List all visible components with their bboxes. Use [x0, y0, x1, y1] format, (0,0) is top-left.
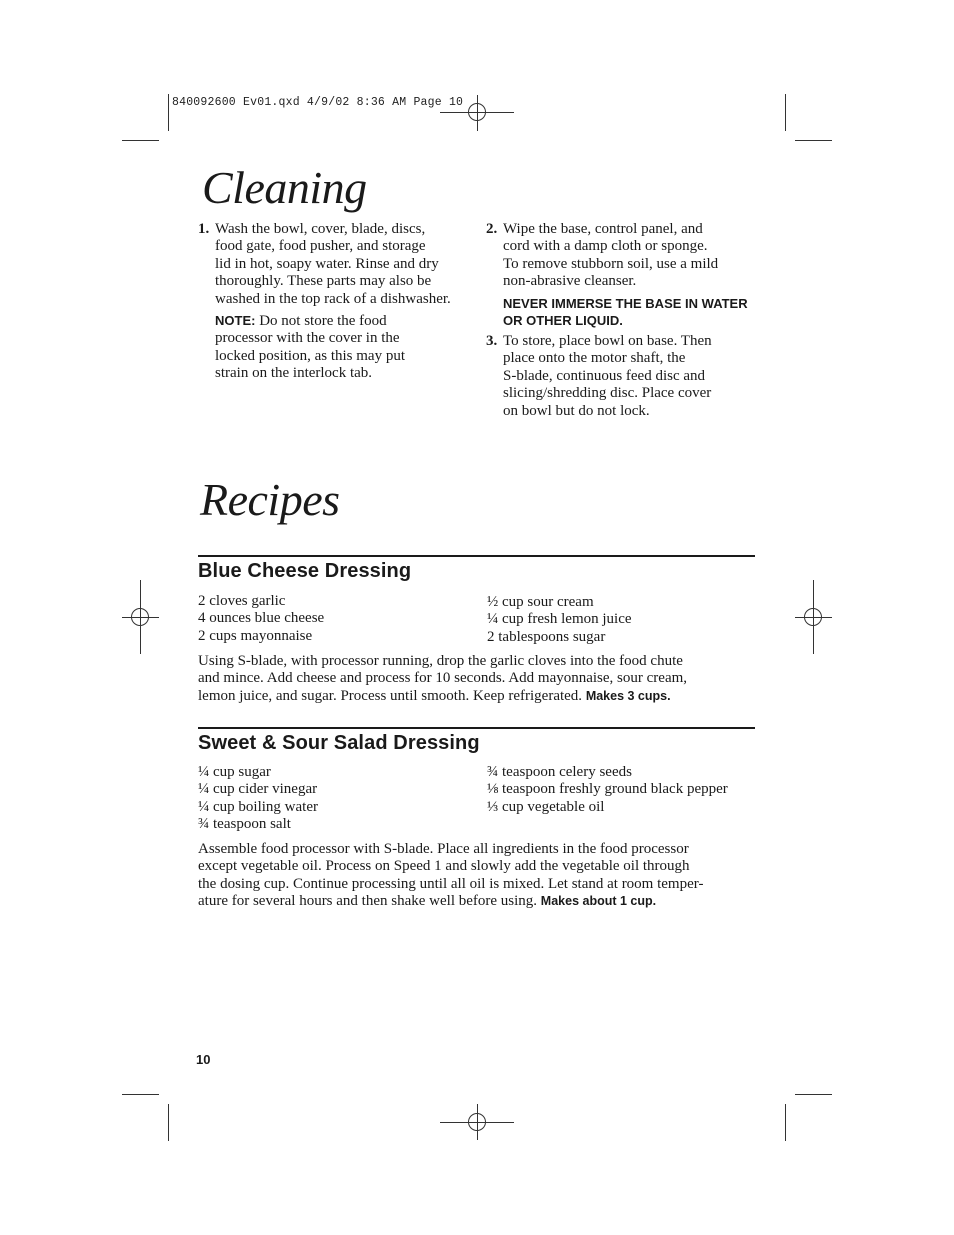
step-number: 3. — [486, 333, 498, 349]
yield-sweet-sour: Makes about 1 cup. — [540, 894, 657, 909]
recipe-title-blue-cheese: Blue Cheese Dressing — [198, 560, 412, 582]
ingredient: 2 cloves garlic — [198, 593, 286, 609]
ingredients-right-blue-cheese — [487, 594, 767, 646]
section-divider — [198, 555, 755, 557]
cleaning-step-1: 1. Wash the bowl, cover, blade, discs, food gate, food pusher, and storage lid in hot, soapy water. Rinse and dry thoroughly. These parts may also be washed in the top rack of a dishwasher. NOTE: Do not store the food processor with the cover in the locked position, as this may put strain on the interlock tab. — [198, 221, 483, 383]
ingredient: ⅛ teaspoon freshly ground black pepper — [487, 781, 728, 798]
ingredient: ⅓ cup vegetable oil — [487, 798, 605, 815]
note-label: NOTE: — [215, 313, 256, 329]
ingredients-left-sweet-sour — [198, 764, 478, 834]
recipe-title-sweet-sour: Sweet & Sour Salad Dressing — [198, 732, 480, 754]
page-number: 10 — [196, 1052, 211, 1067]
step-number: 2. — [486, 221, 498, 237]
ingredient: ¼ cup fresh lemon juice — [487, 611, 632, 628]
ingredient: ¾ teaspoon celery seeds — [487, 764, 632, 780]
yield-blue-cheese: Makes 3 cups. — [585, 688, 671, 703]
cleaning-step-2: 2. Wipe the base, control panel, and cord with a damp cloth or sponge. To remove stubborn soil, use a mild non-abrasive cleanser. NEVER IMMERSE THE BASE IN WATER OR OTHER LIQUID. — [486, 221, 766, 329]
recipes-heading: Recipes — [200, 474, 340, 525]
ingredients-right-sweet-sour — [487, 764, 777, 816]
cleaning-step-3: 3. To store, place bowl on base. Then place onto the motor shaft, the S-blade, continuous feed disc and slicing/shredding disc. Place cover on bowl but do not lock. — [486, 333, 712, 419]
warning-text: OR OTHER LIQUID. — [503, 312, 623, 328]
warning-text: NEVER IMMERSE THE BASE IN WATER — [503, 295, 748, 311]
slug-line: 840092600 Ev01.qxd 4/9/02 8:36 AM Page 10 — [172, 96, 464, 109]
directions-blue-cheese: Using S-blade, with processor running, drop the garlic cloves into the food chute and mince. Add cheese and process for 10 seconds. Add mayonnaise, sour cream, lemon juice, and sugar. Process until smooth. Keep refrigerated. Makes 3 cups. — [198, 653, 688, 704]
cleaning-note: NOTE: Do not store the food — [215, 313, 387, 330]
ingredient: ¼ cup sugar — [198, 764, 271, 780]
directions-sweet-sour: Assemble food processor with S-blade. Place all ingredients in the food processor except vegetable oil. Process on Speed 1 and slowly add the vegetable oil through the dosing cup. Continue processing until all oil is mixed. Let stand at room temper- ature for several hours and then shake well before using. Makes about 1 cup. — [198, 841, 704, 910]
ingredient: 4 ounces blue cheese — [198, 610, 325, 627]
ingredient: ¾ teaspoon salt — [198, 816, 291, 833]
ingredient: ½ cup sour cream — [487, 594, 594, 610]
section-divider — [198, 727, 755, 729]
ingredients-left-blue-cheese — [198, 593, 478, 645]
ingredient: ¼ cup boiling water — [198, 798, 318, 815]
ingredient: 2 cups mayonnaise — [198, 627, 313, 644]
ingredient: 2 tablespoons sugar — [487, 628, 606, 645]
cleaning-heading: Cleaning — [202, 162, 367, 213]
step-number: 1. — [198, 221, 210, 237]
ingredient: ¼ cup cider vinegar — [198, 781, 318, 798]
